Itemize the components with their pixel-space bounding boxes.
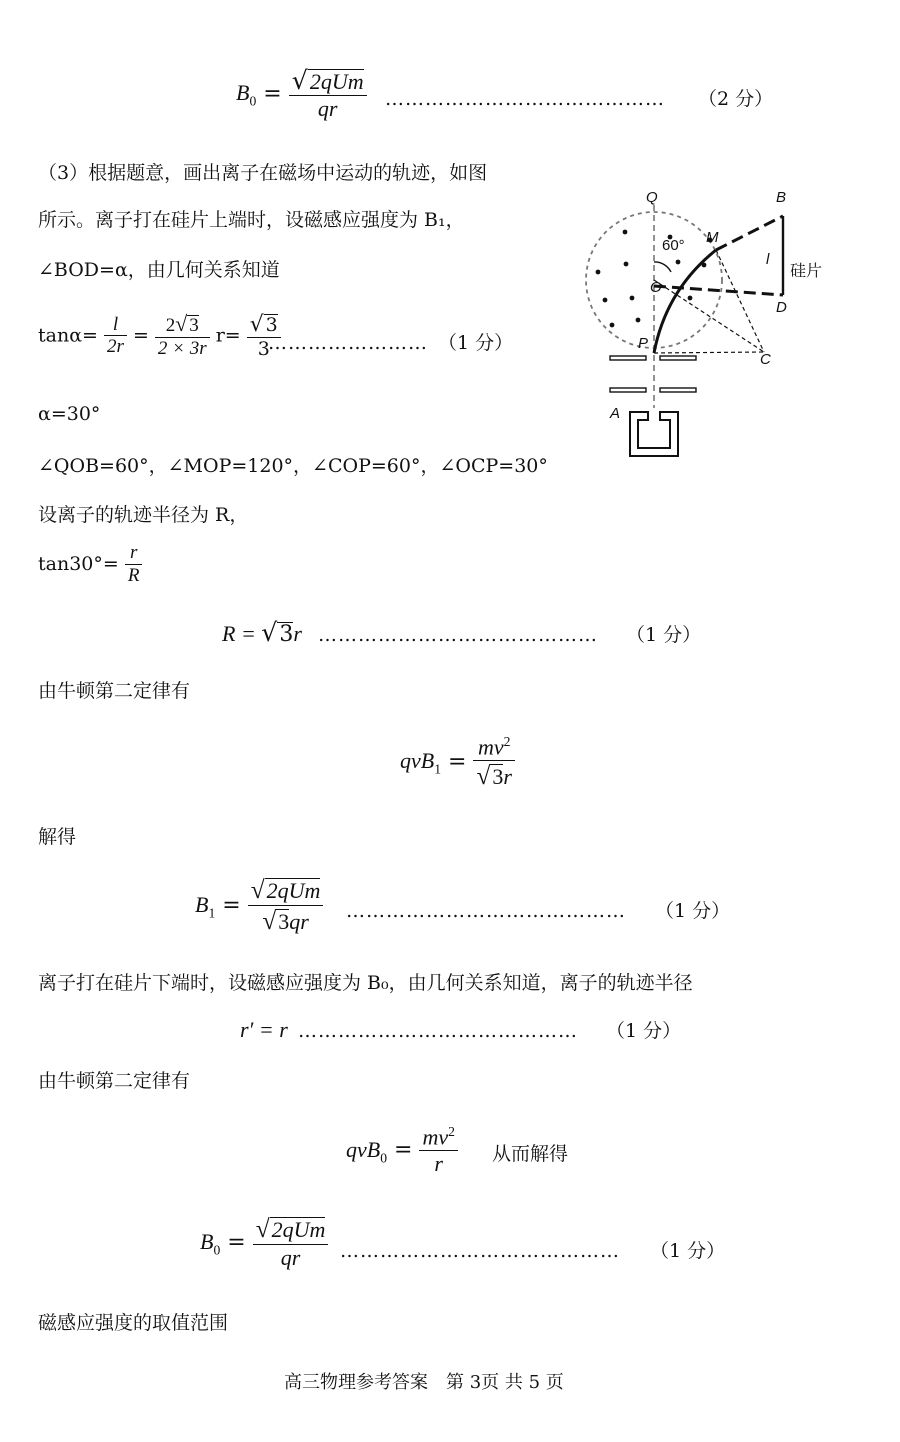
score-label: （1 分）: [438, 332, 514, 354]
angle-arc: [654, 262, 671, 272]
upper-slit-left: [610, 356, 646, 360]
lower-slit-left: [610, 388, 646, 392]
page-footer: 高三物理参考答案 第 3页 共 5 页: [284, 1372, 564, 1393]
formula-r-prime: r′ = r: [240, 1017, 288, 1042]
score-dots: ……………………: [268, 332, 428, 354]
label-b: B: [776, 189, 787, 206]
label-c: C: [760, 351, 771, 368]
label-o: O: [650, 279, 662, 296]
ion-source: [630, 412, 678, 456]
line-to-b: [716, 216, 783, 250]
score-dots: ……………………………………: [385, 88, 665, 110]
fraction: $\frac{\text{√2qUm}}{qr}$: [289, 66, 367, 123]
score-label: （1 分）: [606, 1020, 682, 1042]
label-d: D: [776, 299, 787, 316]
trajectory-diagram: [570, 180, 870, 470]
score-dots: ……………………………………: [346, 900, 626, 922]
paragraph-line: （3）根据题意，画出离子在磁场中运动的轨迹，如图: [38, 162, 488, 184]
paragraph-line: 离子打在硅片下端时，设磁感应强度为 B₀，由几何关系知道，离子的轨迹半径: [38, 972, 693, 994]
alpha-value: α=30°: [38, 403, 101, 425]
formula-force-b1: qvB$_1$ = $\frac{mv^2}{√3r}$: [400, 734, 515, 791]
score-label: （2 分）: [698, 88, 774, 110]
label-angle: 60°: [662, 237, 685, 254]
ion-trajectory: [654, 250, 716, 353]
score-dots: ……………………………………: [318, 624, 598, 646]
lower-slit-right: [660, 388, 696, 392]
score-label: （1 分）: [626, 624, 702, 646]
newton-law-line: 由牛顿第二定律有: [38, 680, 191, 702]
paragraph-line: 所示。离子打在硅片上端时，设磁感应强度为 B₁，: [38, 209, 465, 231]
solve-line: 解得: [38, 826, 77, 848]
label-q: Q: [646, 189, 658, 206]
formula-tan30: tan30°= $\frac{r}{R}$: [38, 542, 142, 588]
label-p: P: [638, 335, 649, 352]
radius-intro: 设离子的轨迹半径为 R，: [38, 504, 249, 526]
formula-b0-bottom: $B_0$ = $\frac{\text{√2qUm}}{qr}$: [200, 1215, 328, 1271]
score-label: （1 分）: [655, 900, 731, 922]
hence-label: 从而解得: [492, 1143, 569, 1165]
upper-slit-right: [660, 356, 696, 360]
label-m: M: [706, 229, 719, 246]
label-wafer: 硅片: [790, 261, 823, 280]
line-to-d: [654, 286, 783, 295]
formula-force-b0: qvB$_0$ = $\frac{mv^2}{r}$: [346, 1124, 458, 1177]
formula-b1: $B_1$ = $\frac{\text{√2qUm}}{√3qr}$: [195, 876, 323, 936]
newton-law-line: 由牛顿第二定律有: [38, 1070, 191, 1092]
score-dots: ……………………………………: [298, 1020, 578, 1042]
label-l: l: [766, 251, 770, 268]
score-dots: ……………………………………: [340, 1240, 620, 1262]
formula-b0-top: $B_0$ = $\frac{\text{√2qUm}}{qr}$: [236, 66, 367, 123]
label-a: A: [610, 405, 621, 422]
score-label: （1 分）: [650, 1240, 726, 1262]
formula-tan-alpha: tanα= $\frac{l}{2r}$ = $\frac{2√ 3}{2 \times 3r}$ r= $\frac{√ 3}{3}$: [38, 312, 281, 361]
formula-radius: R = √3r: [222, 618, 302, 647]
angle-relations: ∠QOB=60°，∠MOP=120°，∠COP=60°，∠OCP=30°: [38, 455, 548, 477]
paragraph-line: ∠BOD=α，由几何关系知道: [38, 259, 280, 281]
line-c-m: [716, 250, 764, 352]
line-c-p: [654, 352, 764, 353]
range-line: 磁感应强度的取值范围: [38, 1312, 229, 1334]
